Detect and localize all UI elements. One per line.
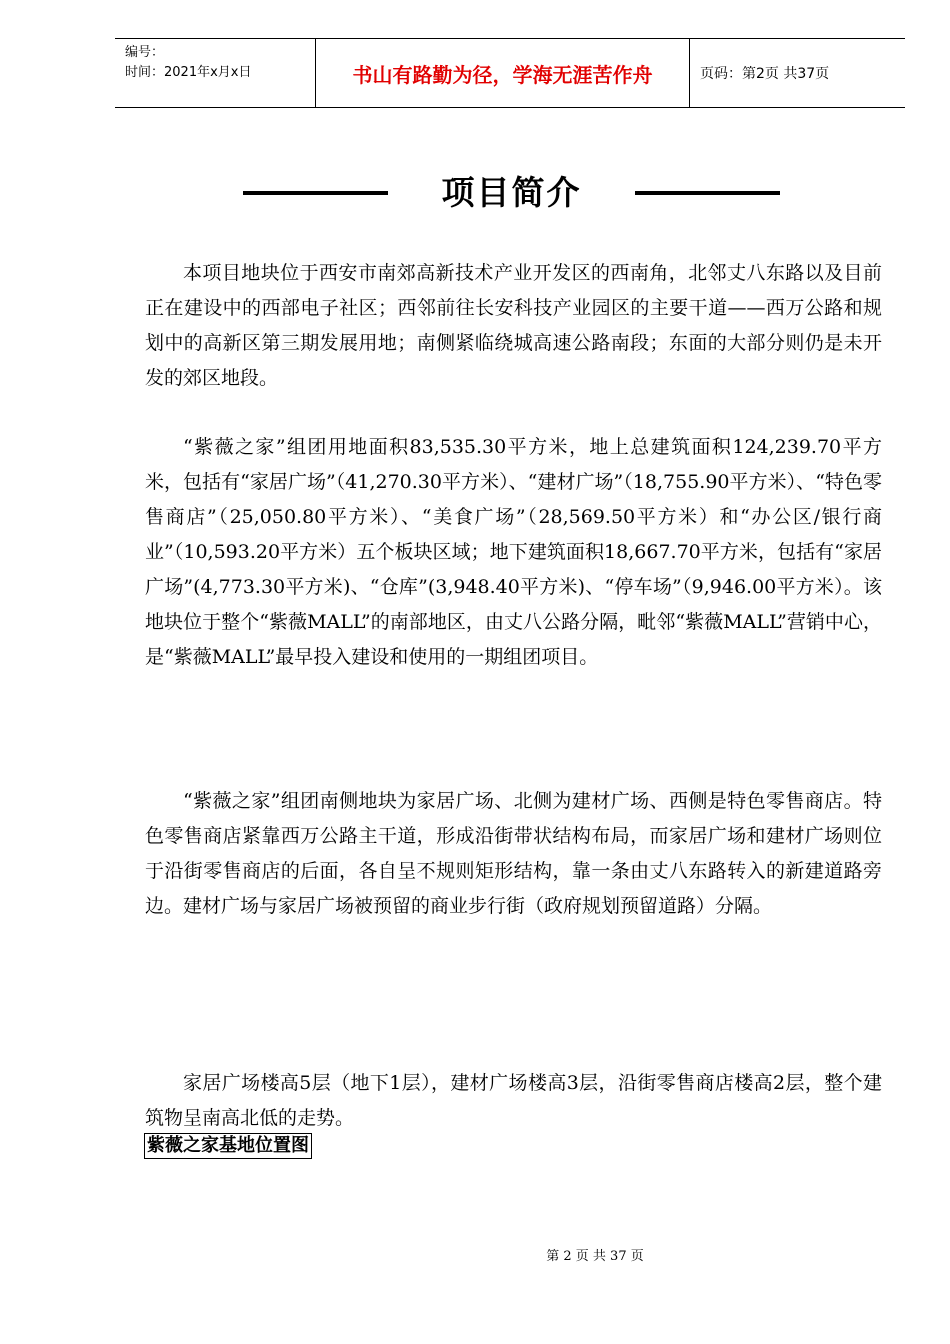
header-meta xyxy=(115,39,316,107)
title-row xyxy=(0,168,950,218)
title-rule-right xyxy=(635,191,780,195)
page-footer: 第 2 页 共 37 页 xyxy=(546,1249,644,1264)
paragraph-area: “紫薇之家”组团用地面积83,535.30平方米，地上总建筑面积124,239.70平方米，包括有“家居广场”（41,270.30平方米）、“建材广场”（18,755.90平方米）、“特色零售商店”（25,050.80平方米）、“美食广场”（28,569.50平方米）和“办公区/银行商业”（10,593.20平方米）五个板块区域；地下建筑面积18,667.70平方米，包括有“家居广场”(4,773.30平方米)、“仓库”(3,948.40平方米)、“停车场”（9,946.00平方米）。该地块位于整个“紫薇MALL”的南部地区，由丈八公路分隔，毗邻“紫薇MALL”营销中心，是“紫薇MALL”最早投入建设和使用的一期组团项目。 xyxy=(145,436,882,668)
paragraph-height: 家居广场楼高5层（地下1层），建材广场楼高3层，沿街零售商店楼高2层，整个建筑物呈南高北低的走势。 xyxy=(145,1072,882,1129)
header-page-info: 页码：第2页 共37页 xyxy=(700,66,830,82)
paragraph-location: 本项目地块位于西安市南郊高新技术产业开发区的西南角，北邻丈八东路以及目前正在建设中的西部电子社区；西邻前往长安科技产业园区的主要干道——西万公路和规划中的高新区第三期发展用地；南侧紧临绕城高速公路南段；东面的大部分则仍是未开发的郊区地段。 xyxy=(145,262,882,389)
paragraph-layout: “紫薇之家”组团南侧地块为家居广场、北侧为建材广场、西侧是特色零售商店。特色零售商店紧靠西万公路主干道，形成沿街带状结构布局，而家居广场和建材广场则位于沿街零售商店的后面，各自呈不规则矩形结构，靠一条由丈八东路转入的新建道路旁边。建材广场与家居广场被预留的商业步行街（政府规划预留道路）分隔。 xyxy=(145,790,882,917)
doc-time-label: 时间：2021年x月x日 xyxy=(125,65,252,80)
header-motto: 书山有路勤为径，学海无涯苦作舟 xyxy=(316,39,690,107)
page-header xyxy=(115,38,905,108)
title-rule-left xyxy=(243,191,388,195)
page-title: 项目简介 xyxy=(441,173,582,212)
figure-caption: 紫薇之家基地位置图 xyxy=(144,1133,312,1159)
doc-number-label: 编号： xyxy=(125,45,165,60)
